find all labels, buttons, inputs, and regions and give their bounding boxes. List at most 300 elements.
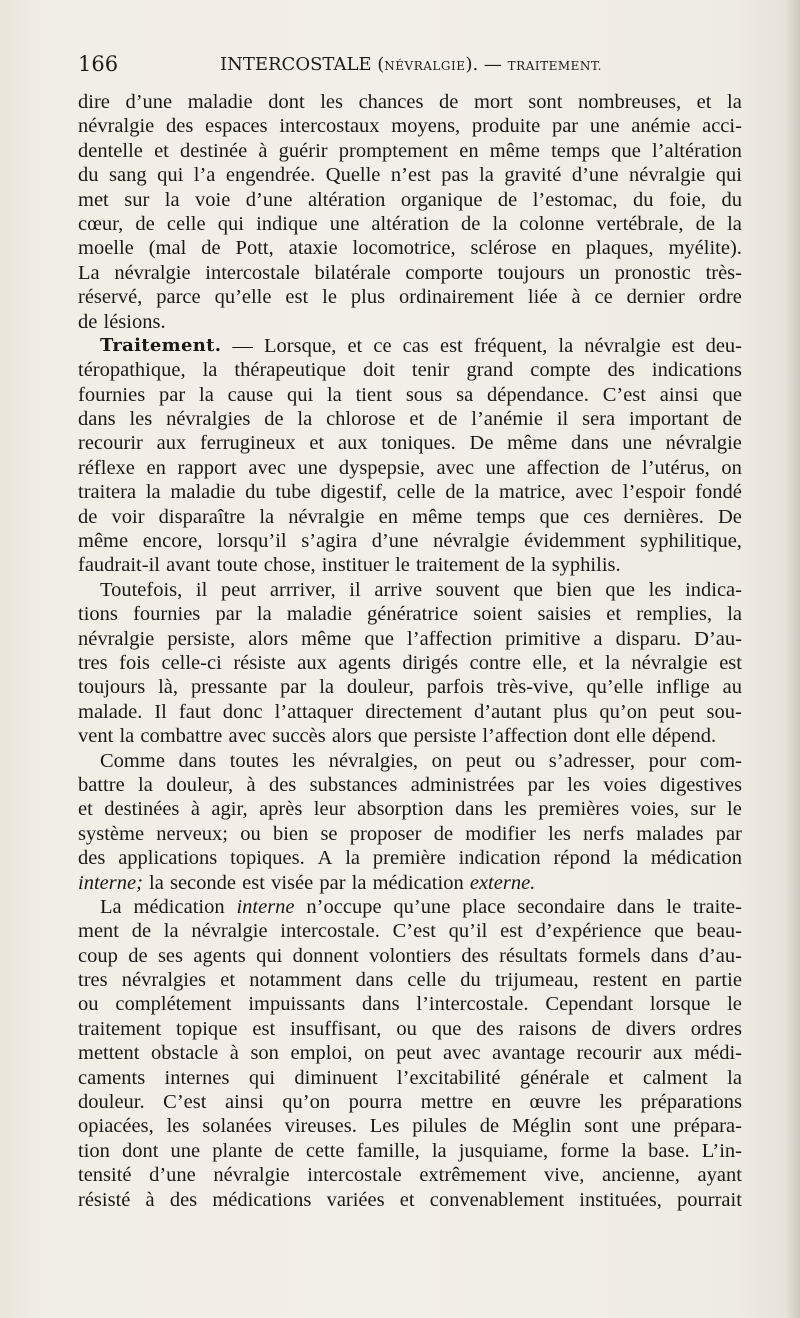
word: le	[395, 554, 410, 577]
word: même	[301, 627, 352, 650]
word: pressante	[190, 676, 268, 699]
word: faudrait-il	[78, 554, 160, 577]
word: à	[190, 798, 200, 821]
word: combattre	[140, 725, 223, 748]
word: la	[492, 212, 508, 235]
word: solanées	[202, 1115, 272, 1138]
text-line	[78, 651, 742, 675]
word: compte	[530, 359, 591, 382]
word: l’excitabilité	[396, 1066, 501, 1089]
word: même	[412, 505, 463, 528]
word: médication	[372, 871, 464, 894]
word: de	[201, 237, 221, 260]
word: deu-	[705, 334, 742, 357]
word: locomotrice,	[352, 237, 456, 260]
word: convenablement	[429, 1188, 565, 1211]
word: ou	[78, 993, 99, 1016]
word: cette	[305, 1139, 345, 1162]
word: l’anémie	[471, 408, 543, 431]
running-head-section: TRAITEMENT.	[507, 59, 602, 73]
word: névralgies,	[328, 749, 419, 772]
word: opiacées,	[78, 1115, 154, 1138]
word: d’expérience	[535, 920, 642, 943]
word: emploi,	[290, 1042, 353, 1065]
word: Lorsque,	[264, 334, 337, 357]
word: douleur.	[78, 1091, 145, 1114]
word: dire	[78, 91, 110, 113]
word: ayant	[697, 1164, 742, 1187]
word: de	[128, 944, 148, 967]
word: par	[280, 676, 307, 699]
word: D’au-	[694, 627, 742, 650]
word: s’agira	[301, 530, 358, 553]
word: des	[165, 115, 194, 138]
word: de	[438, 408, 458, 431]
word: dernier	[626, 286, 685, 309]
word: syphilis.	[551, 554, 621, 577]
word: névralgie	[631, 651, 708, 674]
text-line	[78, 627, 742, 651]
word: qu’elle	[586, 676, 644, 699]
word: que	[431, 1017, 462, 1040]
word: générale	[519, 1066, 590, 1089]
word: qui	[256, 944, 283, 967]
word: et	[154, 139, 169, 162]
word: de	[78, 505, 98, 528]
word: produite	[471, 115, 541, 138]
word: que	[654, 920, 684, 943]
word: névralgies	[121, 969, 207, 992]
text-line	[78, 480, 742, 504]
word: alors	[248, 627, 289, 650]
word: une	[631, 1115, 661, 1138]
word: du	[460, 969, 481, 992]
word: de	[131, 920, 152, 943]
word: absorption	[357, 798, 444, 821]
word: du	[721, 188, 742, 211]
text-line	[78, 114, 742, 138]
word: intercostale.	[280, 920, 380, 943]
word: dont	[268, 91, 305, 113]
text-line	[78, 797, 742, 821]
word: et	[608, 1066, 624, 1089]
word: par	[715, 822, 742, 845]
word: rapport	[177, 456, 237, 479]
word: résultats	[499, 944, 568, 967]
word: affection	[526, 456, 600, 479]
word: par	[319, 871, 346, 894]
word: qui	[217, 212, 244, 235]
word: battre	[78, 773, 125, 796]
text-line	[78, 578, 742, 602]
word: plus	[350, 286, 386, 309]
word: en	[459, 139, 479, 162]
word: internes	[164, 1066, 230, 1089]
text-line	[78, 90, 742, 114]
word: forme	[560, 1139, 610, 1162]
word: une	[485, 456, 516, 479]
word: la	[345, 847, 361, 870]
word: les	[166, 1115, 190, 1138]
word: est	[439, 334, 463, 357]
word: et	[347, 334, 363, 357]
word: a	[593, 627, 603, 650]
word: par	[215, 603, 242, 626]
word: avec	[228, 725, 267, 748]
word: des	[476, 1017, 504, 1040]
word: sur	[124, 188, 150, 211]
word: plaques,	[585, 237, 654, 260]
word: toute	[216, 554, 258, 577]
word: Méglin	[512, 1115, 572, 1138]
word: ment	[78, 920, 119, 943]
word: et	[78, 798, 93, 821]
section-heading: Traitement.	[100, 334, 222, 356]
word: malade.	[78, 700, 143, 723]
word: remplies,	[636, 603, 712, 626]
word: la	[119, 725, 135, 748]
word: bien	[556, 578, 592, 601]
word: n’occupe	[306, 895, 382, 918]
word: celle	[407, 969, 447, 992]
running-head-title: INTERCOSTALE (	[220, 54, 385, 75]
word: dont	[121, 1139, 159, 1162]
word: de	[445, 481, 465, 504]
word: avec	[248, 456, 286, 479]
word: la	[259, 505, 275, 528]
word: toujours	[497, 261, 565, 284]
word: la	[351, 871, 367, 894]
word: qui	[715, 164, 742, 187]
word: même	[78, 530, 129, 553]
word: tions	[78, 603, 118, 626]
word: que	[605, 578, 635, 601]
word: la	[202, 359, 218, 382]
word: par	[527, 773, 554, 796]
word: qu’il	[448, 920, 488, 943]
word: aux	[337, 432, 368, 455]
word: alors	[331, 725, 372, 748]
word: dirigés	[402, 651, 459, 674]
word: fournies	[78, 383, 146, 406]
word: la	[199, 383, 214, 406]
word: de	[611, 456, 631, 479]
word: dépendance.	[487, 383, 589, 406]
word: à	[145, 1188, 155, 1211]
word: en	[661, 969, 682, 992]
word: médication	[650, 847, 742, 870]
word: qui	[248, 1066, 276, 1089]
word: l’affection	[482, 725, 568, 748]
word: très-vive,	[496, 676, 574, 699]
text-line	[78, 529, 742, 553]
word: foie,	[668, 188, 706, 211]
word: pourra	[348, 1091, 403, 1114]
word: ou	[396, 1017, 417, 1040]
word: sont	[528, 91, 563, 113]
page-number: 166	[78, 52, 119, 76]
word: De	[469, 432, 494, 455]
word: la	[474, 481, 490, 504]
word: chose,	[263, 554, 316, 577]
text-line	[78, 1139, 742, 1163]
word: indications	[651, 359, 742, 382]
word: dans	[361, 993, 400, 1016]
word: de	[722, 408, 742, 431]
word: nerveux;	[156, 822, 228, 845]
text-line	[78, 1066, 742, 1090]
word: névralgie	[288, 505, 365, 528]
word: beau-	[696, 920, 742, 943]
word: elle	[616, 725, 646, 748]
word: un	[579, 261, 600, 284]
word: avec	[443, 1042, 481, 1065]
word: ordre	[698, 286, 742, 309]
word: qu’on	[282, 1091, 331, 1114]
word: dans	[355, 969, 394, 992]
word: ces	[583, 505, 610, 528]
word: restent	[592, 969, 648, 992]
word: formels	[577, 944, 641, 967]
word: de	[78, 310, 98, 333]
word: d’une	[149, 1164, 196, 1187]
word: résisté	[78, 1188, 131, 1211]
word: de	[264, 408, 284, 431]
word: et	[696, 91, 712, 113]
word: toutes	[229, 749, 279, 772]
word: gravité	[504, 164, 562, 187]
running-head-separator: ). —	[465, 54, 508, 75]
word: parce	[156, 286, 201, 309]
word: maladie	[286, 603, 352, 626]
word: son	[250, 1042, 279, 1065]
word: même	[489, 139, 540, 162]
word: réservé,	[78, 286, 143, 309]
word: proposer	[349, 822, 422, 845]
word: les	[599, 1091, 623, 1114]
word: traitera	[78, 481, 137, 504]
word: dans	[570, 432, 609, 455]
word: par	[159, 383, 186, 406]
word: la	[326, 383, 342, 406]
text-line	[78, 212, 742, 236]
word: anémie	[631, 115, 691, 138]
text-line	[78, 383, 742, 407]
word: agir,	[211, 798, 248, 821]
word: vive,	[543, 1164, 585, 1187]
word: résiste	[233, 651, 286, 674]
word: à	[246, 773, 256, 796]
word: ce	[373, 334, 392, 357]
word: on	[431, 749, 453, 772]
word: saisies	[537, 603, 592, 626]
word: elle,	[532, 651, 568, 674]
word: mort	[473, 91, 513, 113]
text-line	[78, 261, 742, 285]
word: et	[578, 651, 594, 674]
paragraph	[78, 895, 742, 1212]
word: voie	[195, 188, 231, 211]
word: guérir	[278, 139, 328, 162]
word: aux	[297, 651, 327, 674]
word: coup	[78, 944, 118, 967]
word: jusquiame,	[458, 1139, 549, 1162]
word: génératrice	[367, 603, 459, 626]
word: préparations	[640, 1091, 742, 1114]
word: important	[628, 408, 709, 431]
word: destinées	[104, 798, 180, 821]
word: lorsqu’il	[217, 530, 287, 553]
word: traitement	[416, 554, 500, 577]
word: le	[727, 798, 742, 821]
running-head	[220, 54, 602, 75]
word: d’autant	[474, 700, 542, 723]
word: Comme	[100, 749, 165, 772]
word: évidemment	[523, 530, 626, 553]
word: voir	[111, 505, 145, 528]
word: dernières.	[623, 505, 704, 528]
body-text	[78, 90, 742, 1212]
word: intercostale	[205, 261, 300, 284]
word: la	[149, 871, 164, 894]
word: malades	[636, 822, 704, 845]
word: moyens,	[391, 115, 461, 138]
word: organique	[400, 188, 483, 211]
word: une	[622, 432, 652, 455]
word: Pott,	[235, 237, 274, 260]
text-line	[78, 944, 742, 968]
word: peut	[220, 578, 257, 601]
word: peut	[659, 700, 695, 723]
word: que	[712, 383, 742, 406]
word: applications	[118, 847, 218, 870]
word: disparaître	[158, 505, 246, 528]
word: on	[721, 456, 742, 479]
text-line	[78, 456, 742, 480]
word: topique	[176, 1017, 238, 1040]
word: impuissants	[248, 993, 346, 1016]
word: calment	[642, 1066, 708, 1089]
word: toniques.	[381, 432, 456, 455]
text-line	[78, 407, 742, 431]
word: à	[229, 1042, 239, 1065]
word: névralgies	[166, 408, 251, 431]
word: voies	[603, 773, 647, 796]
word: tensité	[78, 1164, 132, 1187]
word: persiste,	[167, 627, 236, 650]
word: la	[319, 676, 335, 699]
word: ainsi	[659, 383, 699, 406]
italic-word: interne;	[78, 871, 143, 894]
word: du	[633, 188, 654, 211]
word: la	[621, 1139, 637, 1162]
word: tres	[78, 969, 108, 992]
word: vireuses.	[284, 1115, 357, 1138]
word: ou	[240, 822, 261, 845]
word: de	[505, 554, 525, 577]
word: avantage	[492, 1042, 565, 1065]
word: fréquent,	[473, 334, 548, 357]
word: sur	[690, 798, 716, 821]
text-line	[78, 553, 742, 577]
word: C’est	[392, 920, 436, 943]
word: et	[220, 969, 236, 992]
word: C’est	[163, 1091, 207, 1114]
word: que	[513, 578, 543, 601]
word: pour	[648, 749, 687, 772]
running-head-subject: NÉVRALGIE	[384, 59, 466, 73]
italic-word: externe.	[469, 871, 536, 894]
word: avec	[436, 456, 474, 479]
word: pas	[441, 164, 469, 187]
word: est	[500, 920, 523, 943]
text-line	[78, 1017, 742, 1041]
word: extrêmement	[419, 1164, 527, 1187]
word: peut	[396, 1042, 432, 1065]
word: médication	[133, 895, 225, 918]
word: aux	[156, 432, 187, 455]
word: on	[364, 1042, 385, 1065]
word: œuvre	[529, 1091, 581, 1114]
word: du	[245, 481, 266, 504]
text-line	[78, 846, 742, 870]
word: douleur,	[166, 773, 234, 796]
word: que	[364, 627, 394, 650]
word: la	[727, 91, 742, 113]
page-header	[78, 52, 742, 82]
text-line	[78, 1114, 742, 1138]
word: névralgie	[433, 530, 510, 553]
word: intercostale	[307, 1164, 402, 1187]
word: les	[548, 822, 571, 845]
word: arrriver,	[269, 578, 336, 601]
word: ou	[514, 749, 536, 772]
word: de	[274, 1139, 294, 1162]
word: dentelle	[78, 139, 143, 162]
word: est	[252, 1017, 276, 1040]
word: volontiers	[369, 944, 452, 967]
text-line	[78, 675, 742, 699]
word: la	[727, 1066, 742, 1089]
word: névralgie	[629, 164, 706, 187]
word: la	[431, 1139, 447, 1162]
word: névralgie	[78, 627, 155, 650]
word: la	[623, 847, 639, 870]
word: temps	[551, 139, 601, 162]
text-line	[78, 895, 742, 919]
word: s’adresser,	[548, 749, 636, 772]
word: fondé	[695, 481, 742, 504]
word: ordinairement	[399, 286, 514, 309]
word: l’intercostale.	[416, 993, 529, 1016]
text-line	[78, 992, 742, 1016]
word: l’utérus,	[642, 456, 710, 479]
word: instituer	[321, 554, 389, 577]
word: tube	[275, 481, 311, 504]
word: névralgie	[191, 920, 268, 943]
word: celle-ci	[161, 651, 222, 674]
word: faut	[178, 700, 211, 723]
word: traitement	[78, 1017, 162, 1040]
word: pronostic	[614, 261, 691, 284]
word: directement	[365, 700, 462, 723]
word: tres	[78, 651, 108, 674]
word: une	[589, 115, 620, 138]
word: liée	[527, 286, 558, 309]
word: les	[567, 773, 590, 796]
text-line	[78, 139, 742, 163]
word: après	[259, 798, 303, 821]
